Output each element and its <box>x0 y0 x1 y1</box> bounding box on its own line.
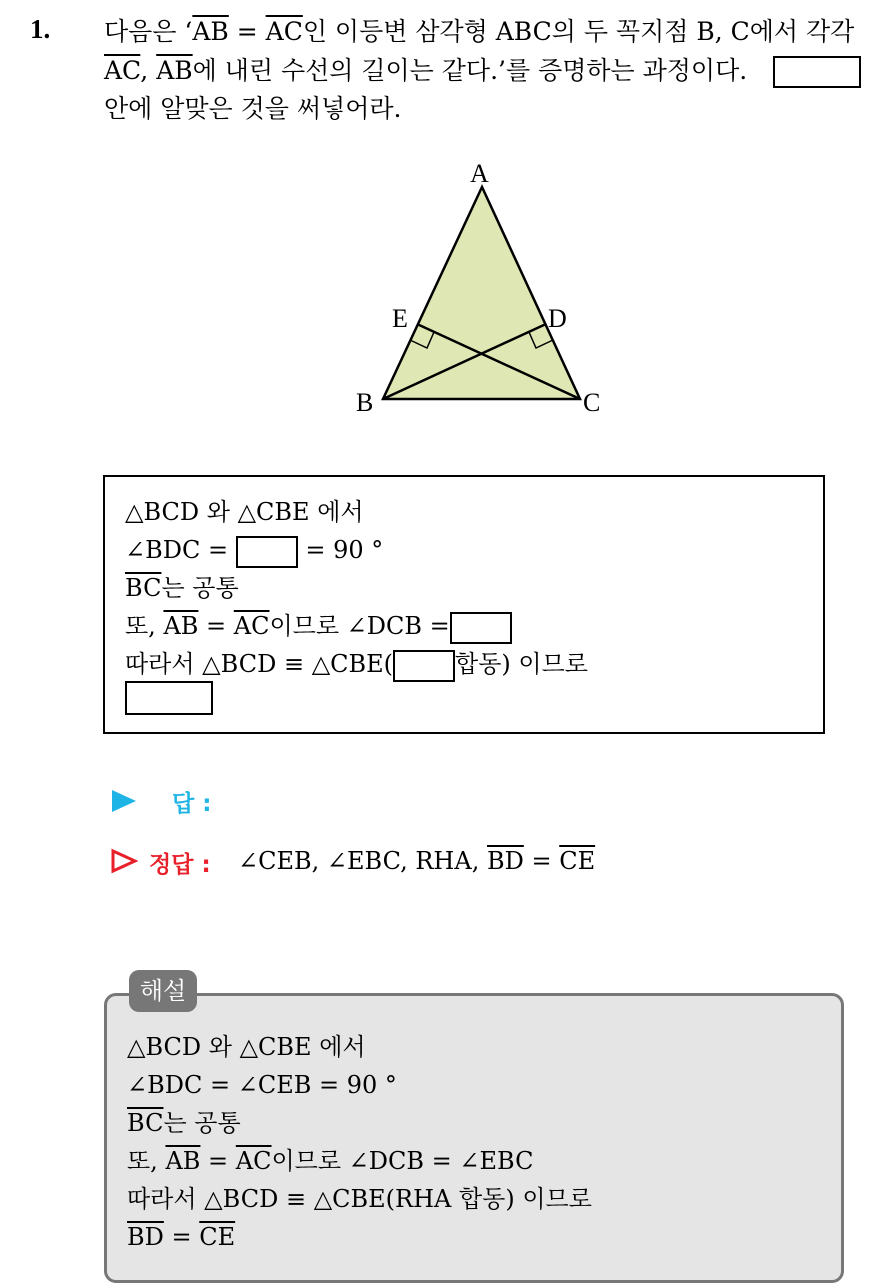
blank-box[interactable] <box>773 56 861 88</box>
proof-line-5 <box>125 649 588 682</box>
segment-bc: $\overline{BC}$ <box>125 574 162 602</box>
proof-text: = 90 ° <box>297 536 384 564</box>
segment-ac: $\overline{AC}$ <box>235 1147 272 1175</box>
proof-text: ∠BDC = <box>125 536 236 564</box>
question-line-1 <box>104 16 854 48</box>
correct-answer-label: 정답 : <box>149 852 211 878</box>
explanation-line-3 <box>127 1108 241 1138</box>
vertex-label-e: E <box>392 304 408 333</box>
segment-ab: $\overline{AB}$ <box>165 1147 201 1175</box>
comma: , <box>140 56 157 85</box>
question-text: 인 이등변 삼각형 ABC의 두 꼭지점 B, C에서 각각 <box>302 17 855 46</box>
equals-sign: = <box>228 17 266 46</box>
triangle-figure <box>350 155 620 425</box>
vertex-label-a: A <box>470 159 489 188</box>
vertex-label-b: B <box>356 388 374 417</box>
question-text: 에 내린 수선의 길이는 같다.’를 증명하는 과정이다. <box>192 56 748 85</box>
segment-ac: $\overline{AC}$ <box>104 56 141 85</box>
blank-box[interactable] <box>125 681 213 715</box>
explanation-line-5: 따라서 △BCD ≡ △CBE(RHA 합동) 이므로 <box>127 1185 592 1213</box>
explanation-text: 는 공통 <box>163 1109 241 1137</box>
proof-line-3 <box>125 573 239 603</box>
play-arrow-icon <box>110 788 138 814</box>
proof-text: 는 공통 <box>161 574 239 602</box>
vertex-label-d: D <box>548 304 567 333</box>
explanation-line-4 <box>127 1146 533 1176</box>
question-line-2 <box>104 55 747 87</box>
segment-ab: $\overline{AB}$ <box>192 17 229 46</box>
segment-ce: $\overline{CE}$ <box>199 1223 236 1251</box>
proof-line-1: △BCD 와 △CBE 에서 <box>125 498 364 526</box>
vertex-label-c: C <box>583 388 601 417</box>
proof-line-2 <box>125 535 383 568</box>
equals-sign: = <box>523 847 560 875</box>
blank-box[interactable] <box>450 612 512 644</box>
triangle-abc <box>383 187 580 399</box>
explanation-tab: 해설 <box>129 970 197 1012</box>
triangle-diagram <box>350 155 620 425</box>
segment-ce: $\overline{CE}$ <box>559 847 596 875</box>
equals-sign: = <box>198 612 234 640</box>
question-text: 다음은 ‘ <box>104 17 193 46</box>
correct-answer-text <box>238 845 595 877</box>
question-line-3: 안에 알맞은 것을 써넣어라. <box>104 94 402 123</box>
segment-bd: $\overline{BD}$ <box>127 1223 164 1251</box>
answer-text: ∠CEB, ∠EBC, RHA, <box>238 847 487 875</box>
proof-text: 또, <box>125 612 164 640</box>
segment-ac: $\overline{AC}$ <box>265 17 303 46</box>
explanation-box <box>104 993 844 1283</box>
segment-bd: $\overline{BD}$ <box>486 847 524 875</box>
proof-line-4 <box>125 611 512 644</box>
explanation-line-1: △BCD 와 △CBE 에서 <box>127 1033 366 1061</box>
blank-box[interactable] <box>393 650 455 682</box>
segment-ab: $\overline{AB}$ <box>156 56 193 85</box>
proof-text: 합동) 이므로 <box>455 650 588 678</box>
question-number: 1. <box>30 14 51 44</box>
answer-label: 답 : <box>172 791 212 817</box>
blank-box[interactable] <box>236 536 298 568</box>
explanation-text: 또, <box>127 1147 166 1175</box>
proof-box <box>103 475 825 734</box>
proof-text: 따라서 △BCD ≡ △CBE( <box>125 650 394 678</box>
explanation-line-2: ∠BDC = ∠CEB = 90 ° <box>127 1071 397 1099</box>
explanation-text: 이므로 ∠DCB = ∠EBC <box>271 1147 534 1175</box>
segment-bc: $\overline{BC}$ <box>127 1109 164 1137</box>
segment-ac: $\overline{AC}$ <box>233 612 270 640</box>
explanation-line-6 <box>127 1222 235 1252</box>
outline-arrow-icon <box>110 848 138 874</box>
segment-ab: $\overline{AB}$ <box>163 612 199 640</box>
equals-sign: = <box>163 1223 200 1251</box>
equals-sign: = <box>200 1147 236 1175</box>
proof-text: 이므로 ∠DCB = <box>269 612 450 640</box>
